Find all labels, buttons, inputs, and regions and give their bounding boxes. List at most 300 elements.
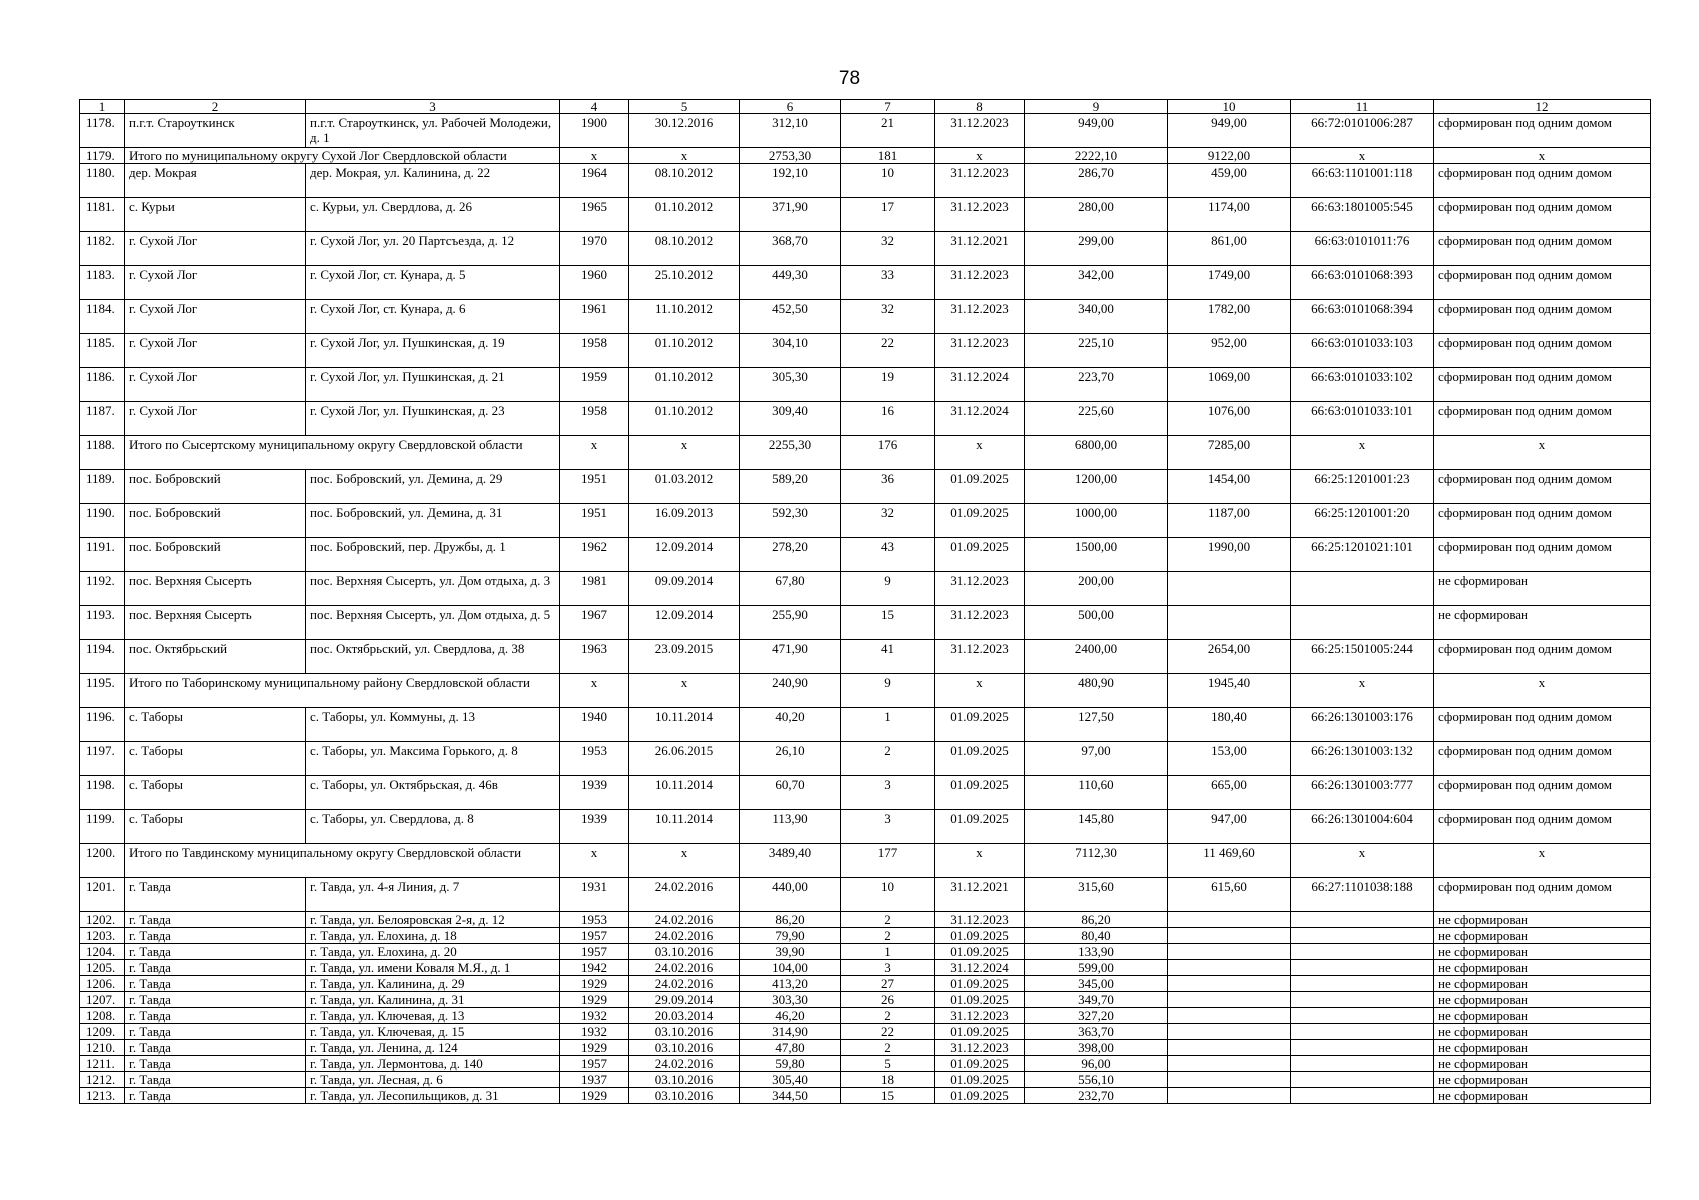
address-cell: дер. Мокрая, ул. Калинина, д. 22 bbox=[306, 164, 560, 198]
area-cell: 452,50 bbox=[740, 300, 841, 334]
land-status-cell: не сформирован bbox=[1434, 1072, 1651, 1088]
table-row bbox=[80, 572, 1651, 606]
area-cell: 309,40 bbox=[740, 402, 841, 436]
cadastral-number-cell bbox=[1291, 912, 1434, 928]
column-9-cell: 949,00 bbox=[1025, 114, 1168, 148]
recognition-date-cell: 24.02.2016 bbox=[629, 1056, 740, 1072]
land-status-cell: сформирован под одним домом bbox=[1434, 538, 1651, 572]
address-cell: г. Тавда, ул. Белояровская 2-я, д. 12 bbox=[306, 912, 560, 928]
land-status-cell: не сформирован bbox=[1434, 1088, 1651, 1104]
column-header: 1 bbox=[80, 100, 125, 114]
address-cell: г. Сухой Лог, ул. Пушкинская, д. 21 bbox=[306, 368, 560, 402]
year-built-cell: 1970 bbox=[560, 232, 629, 266]
row-number-cell: 1200. bbox=[80, 844, 125, 878]
deadline-cell: 01.09.2025 bbox=[935, 1024, 1025, 1040]
address-cell: г. Тавда, ул. Лесная, д. 6 bbox=[306, 1072, 560, 1088]
year-built-cell: 1957 bbox=[560, 928, 629, 944]
cadastral-number-cell: 66:26:1301003:176 bbox=[1291, 708, 1434, 742]
land-status-cell: сформирован под одним домом bbox=[1434, 878, 1651, 912]
land-status-cell: сформирован под одним домом bbox=[1434, 114, 1651, 148]
locality-cell: дер. Мокрая bbox=[125, 164, 306, 198]
locality-cell: г. Тавда bbox=[125, 1008, 306, 1024]
recognition-date-cell: 11.10.2012 bbox=[629, 300, 740, 334]
year-built-cell: 1953 bbox=[560, 912, 629, 928]
row-number-cell: 1181. bbox=[80, 198, 125, 232]
residents-cell: 3 bbox=[841, 776, 935, 810]
column-header: 11 bbox=[1291, 100, 1434, 114]
residents-cell: 1 bbox=[841, 708, 935, 742]
row-number-cell: 1203. bbox=[80, 928, 125, 944]
column-10-cell: 861,00 bbox=[1168, 232, 1291, 266]
column-10-cell: 1069,00 bbox=[1168, 368, 1291, 402]
table-row bbox=[80, 944, 1651, 960]
locality-cell: г. Тавда bbox=[125, 1024, 306, 1040]
column-9-cell: 345,00 bbox=[1025, 976, 1168, 992]
year-built-cell: 1939 bbox=[560, 776, 629, 810]
cadastral-number-cell: 66:26:1301004:604 bbox=[1291, 810, 1434, 844]
land-status-cell: не сформирован bbox=[1434, 606, 1651, 640]
recognition-date-cell: 24.02.2016 bbox=[629, 928, 740, 944]
year-built-cell: 1929 bbox=[560, 1088, 629, 1104]
residents-cell: 19 bbox=[841, 368, 935, 402]
cadastral-number-cell: 66:72:0101006:287 bbox=[1291, 114, 1434, 148]
cadastral-number-cell: x bbox=[1291, 436, 1434, 470]
table-row-total bbox=[80, 436, 1651, 470]
area-cell: 305,40 bbox=[740, 1072, 841, 1088]
address-cell: г. Тавда, ул. Ключевая, д. 15 bbox=[306, 1024, 560, 1040]
year-built-cell: 1951 bbox=[560, 470, 629, 504]
cadastral-number-cell: 66:63:1101001:118 bbox=[1291, 164, 1434, 198]
column-10-cell: 665,00 bbox=[1168, 776, 1291, 810]
year-built-cell: 1929 bbox=[560, 976, 629, 992]
year-built-cell: 1960 bbox=[560, 266, 629, 300]
column-header: 6 bbox=[740, 100, 841, 114]
column-9-cell: 96,00 bbox=[1025, 1056, 1168, 1072]
land-status-cell: не сформирован bbox=[1434, 572, 1651, 606]
address-cell: г. Тавда, ул. Лермонтова, д. 140 bbox=[306, 1056, 560, 1072]
residents-cell: 22 bbox=[841, 334, 935, 368]
address-cell: с. Таборы, ул. Октябрьская, д. 46в bbox=[306, 776, 560, 810]
residents-cell: 10 bbox=[841, 878, 935, 912]
land-status-cell: сформирован под одним домом bbox=[1434, 402, 1651, 436]
area-cell: 40,20 bbox=[740, 708, 841, 742]
recognition-date-cell: x bbox=[629, 436, 740, 470]
address-cell: г. Сухой Лог, ст. Кунара, д. 5 bbox=[306, 266, 560, 300]
year-built-cell: 1939 bbox=[560, 810, 629, 844]
recognition-date-cell: 16.09.2013 bbox=[629, 504, 740, 538]
deadline-cell: 31.12.2024 bbox=[935, 368, 1025, 402]
recognition-date-cell: 03.10.2016 bbox=[629, 1024, 740, 1040]
area-cell: 79,90 bbox=[740, 928, 841, 944]
land-status-cell: не сформирован bbox=[1434, 960, 1651, 976]
cadastral-number-cell: 66:26:1301003:777 bbox=[1291, 776, 1434, 810]
residents-cell: 21 bbox=[841, 114, 935, 148]
address-cell: г. Тавда, ул. Ленина, д. 124 bbox=[306, 1040, 560, 1056]
land-status-cell: не сформирован bbox=[1434, 992, 1651, 1008]
deadline-cell: 01.09.2025 bbox=[935, 742, 1025, 776]
year-built-cell: 1965 bbox=[560, 198, 629, 232]
column-9-cell: 299,00 bbox=[1025, 232, 1168, 266]
column-10-cell: 459,00 bbox=[1168, 164, 1291, 198]
area-cell: 304,10 bbox=[740, 334, 841, 368]
deadline-cell: 31.12.2021 bbox=[935, 232, 1025, 266]
column-10-cell bbox=[1168, 976, 1291, 992]
row-number-cell: 1206. bbox=[80, 976, 125, 992]
deadline-cell: x bbox=[935, 148, 1025, 164]
area-cell: 2753,30 bbox=[740, 148, 841, 164]
locality-cell: г. Сухой Лог bbox=[125, 402, 306, 436]
deadline-cell: 31.12.2024 bbox=[935, 960, 1025, 976]
column-10-cell: 11 469,60 bbox=[1168, 844, 1291, 878]
land-status-cell: сформирован под одним домом bbox=[1434, 334, 1651, 368]
locality-cell: г. Тавда bbox=[125, 878, 306, 912]
table-row bbox=[80, 538, 1651, 572]
address-cell: пос. Верхняя Сысерть, ул. Дом отдыха, д. 3 bbox=[306, 572, 560, 606]
residents-cell: 32 bbox=[841, 232, 935, 266]
table-row bbox=[80, 1088, 1651, 1104]
row-number-cell: 1213. bbox=[80, 1088, 125, 1104]
address-cell: г. Тавда, ул. Елохина, д. 20 bbox=[306, 944, 560, 960]
deadline-cell: 31.12.2023 bbox=[935, 164, 1025, 198]
recognition-date-cell: 24.02.2016 bbox=[629, 960, 740, 976]
cadastral-number-cell bbox=[1291, 976, 1434, 992]
recognition-date-cell: 03.10.2016 bbox=[629, 944, 740, 960]
column-10-cell bbox=[1168, 928, 1291, 944]
column-header: 9 bbox=[1025, 100, 1168, 114]
cadastral-number-cell bbox=[1291, 960, 1434, 976]
area-cell: 2255,30 bbox=[740, 436, 841, 470]
cadastral-number-cell: 66:25:1201001:20 bbox=[1291, 504, 1434, 538]
column-9-cell: 110,60 bbox=[1025, 776, 1168, 810]
cadastral-number-cell: 66:63:0101068:394 bbox=[1291, 300, 1434, 334]
year-built-cell: 1929 bbox=[560, 992, 629, 1008]
year-built-cell: 1951 bbox=[560, 504, 629, 538]
column-9-cell: 340,00 bbox=[1025, 300, 1168, 334]
cadastral-number-cell bbox=[1291, 1072, 1434, 1088]
table-row bbox=[80, 266, 1651, 300]
locality-cell: пос. Верхняя Сысерть bbox=[125, 572, 306, 606]
area-cell: 255,90 bbox=[740, 606, 841, 640]
column-9-cell: 200,00 bbox=[1025, 572, 1168, 606]
deadline-cell: 01.09.2025 bbox=[935, 1056, 1025, 1072]
row-number-cell: 1212. bbox=[80, 1072, 125, 1088]
locality-cell: пос. Октябрьский bbox=[125, 640, 306, 674]
residents-cell: 2 bbox=[841, 1008, 935, 1024]
table-row bbox=[80, 300, 1651, 334]
cadastral-number-cell: 66:25:1201021:101 bbox=[1291, 538, 1434, 572]
land-status-cell: не сформирован bbox=[1434, 1040, 1651, 1056]
column-10-cell: 2654,00 bbox=[1168, 640, 1291, 674]
row-number-cell: 1194. bbox=[80, 640, 125, 674]
locality-cell: с. Таборы bbox=[125, 776, 306, 810]
table-row bbox=[80, 1024, 1651, 1040]
row-number-cell: 1186. bbox=[80, 368, 125, 402]
column-9-cell: 86,20 bbox=[1025, 912, 1168, 928]
cadastral-number-cell: 66:63:0101033:102 bbox=[1291, 368, 1434, 402]
column-9-cell: 280,00 bbox=[1025, 198, 1168, 232]
area-cell: 312,10 bbox=[740, 114, 841, 148]
column-header: 4 bbox=[560, 100, 629, 114]
deadline-cell: x bbox=[935, 436, 1025, 470]
deadline-cell: 31.12.2023 bbox=[935, 114, 1025, 148]
year-built-cell: 1958 bbox=[560, 402, 629, 436]
address-cell: г. Сухой Лог, ст. Кунара, д. 6 bbox=[306, 300, 560, 334]
address-cell: с. Курьи, ул. Свердлова, д. 26 bbox=[306, 198, 560, 232]
cadastral-number-cell bbox=[1291, 606, 1434, 640]
residents-cell: 9 bbox=[841, 674, 935, 708]
residents-cell: 32 bbox=[841, 504, 935, 538]
table-row bbox=[80, 928, 1651, 944]
cadastral-number-cell: 66:63:0101068:393 bbox=[1291, 266, 1434, 300]
cadastral-number-cell: 66:63:0101033:103 bbox=[1291, 334, 1434, 368]
table-row bbox=[80, 164, 1651, 198]
deadline-cell: 01.09.2025 bbox=[935, 776, 1025, 810]
area-cell: 86,20 bbox=[740, 912, 841, 928]
total-label-cell: Итого по Тавдинскому муниципальному округу Свердловской области bbox=[125, 844, 560, 878]
year-built-cell: 1981 bbox=[560, 572, 629, 606]
land-status-cell: не сформирован bbox=[1434, 976, 1651, 992]
recognition-date-cell: 03.10.2016 bbox=[629, 1040, 740, 1056]
row-number-cell: 1199. bbox=[80, 810, 125, 844]
deadline-cell: 31.12.2023 bbox=[935, 572, 1025, 606]
row-number-cell: 1198. bbox=[80, 776, 125, 810]
table-row bbox=[80, 810, 1651, 844]
recognition-date-cell: 29.09.2014 bbox=[629, 992, 740, 1008]
deadline-cell: 31.12.2023 bbox=[935, 1040, 1025, 1056]
area-cell: 305,30 bbox=[740, 368, 841, 402]
column-10-cell: 952,00 bbox=[1168, 334, 1291, 368]
deadline-cell: 01.09.2025 bbox=[935, 976, 1025, 992]
year-built-cell: 1957 bbox=[560, 1056, 629, 1072]
land-status-cell: не сформирован bbox=[1434, 912, 1651, 928]
recognition-date-cell: x bbox=[629, 148, 740, 164]
column-10-cell: 1782,00 bbox=[1168, 300, 1291, 334]
area-cell: 39,90 bbox=[740, 944, 841, 960]
address-cell: пос. Октябрьский, ул. Свердлова, д. 38 bbox=[306, 640, 560, 674]
row-number-cell: 1183. bbox=[80, 266, 125, 300]
table-row-total bbox=[80, 674, 1651, 708]
land-status-cell: не сформирован bbox=[1434, 944, 1651, 960]
table-body bbox=[80, 114, 1651, 1104]
deadline-cell: 31.12.2023 bbox=[935, 912, 1025, 928]
land-status-cell: сформирован под одним домом bbox=[1434, 232, 1651, 266]
recognition-date-cell: 01.03.2012 bbox=[629, 470, 740, 504]
row-number-cell: 1195. bbox=[80, 674, 125, 708]
locality-cell: г. Тавда bbox=[125, 944, 306, 960]
recognition-date-cell: 03.10.2016 bbox=[629, 1072, 740, 1088]
recognition-date-cell: 24.02.2016 bbox=[629, 976, 740, 992]
residents-cell: 3 bbox=[841, 960, 935, 976]
deadline-cell: 31.12.2023 bbox=[935, 300, 1025, 334]
residents-cell: 181 bbox=[841, 148, 935, 164]
cadastral-number-cell: 66:27:1101038:188 bbox=[1291, 878, 1434, 912]
year-built-cell: 1937 bbox=[560, 1072, 629, 1088]
deadline-cell: 01.09.2025 bbox=[935, 1072, 1025, 1088]
recognition-date-cell: 26.06.2015 bbox=[629, 742, 740, 776]
area-cell: 59,80 bbox=[740, 1056, 841, 1072]
row-number-cell: 1193. bbox=[80, 606, 125, 640]
cadastral-number-cell bbox=[1291, 1088, 1434, 1104]
table-row bbox=[80, 470, 1651, 504]
column-9-cell: 133,90 bbox=[1025, 944, 1168, 960]
locality-cell: г. Тавда bbox=[125, 1040, 306, 1056]
deadline-cell: 31.12.2023 bbox=[935, 606, 1025, 640]
residents-cell: 15 bbox=[841, 1088, 935, 1104]
cadastral-number-cell bbox=[1291, 572, 1434, 606]
column-9-cell: 225,10 bbox=[1025, 334, 1168, 368]
address-cell: г. Тавда, ул. Лесопильщиков, д. 31 bbox=[306, 1088, 560, 1104]
row-number-cell: 1190. bbox=[80, 504, 125, 538]
land-status-cell: сформирован под одним домом bbox=[1434, 810, 1651, 844]
cadastral-number-cell: 66:63:1801005:545 bbox=[1291, 198, 1434, 232]
deadline-cell: 01.09.2025 bbox=[935, 1088, 1025, 1104]
locality-cell: г. Сухой Лог bbox=[125, 232, 306, 266]
column-9-cell: 500,00 bbox=[1025, 606, 1168, 640]
year-built-cell: x bbox=[560, 844, 629, 878]
land-status-cell: сформирован под одним домом bbox=[1434, 470, 1651, 504]
deadline-cell: 31.12.2023 bbox=[935, 266, 1025, 300]
table-row bbox=[80, 402, 1651, 436]
row-number-cell: 1178. bbox=[80, 114, 125, 148]
address-cell: пос. Верхняя Сысерть, ул. Дом отдыха, д. 5 bbox=[306, 606, 560, 640]
year-built-cell: 1931 bbox=[560, 878, 629, 912]
recognition-date-cell: 10.11.2014 bbox=[629, 810, 740, 844]
land-status-cell: x bbox=[1434, 436, 1651, 470]
recognition-date-cell: 23.09.2015 bbox=[629, 640, 740, 674]
cadastral-number-cell bbox=[1291, 928, 1434, 944]
recognition-date-cell: 08.10.2012 bbox=[629, 232, 740, 266]
address-cell: г. Тавда, ул. имени Коваля М.Я., д. 1 bbox=[306, 960, 560, 976]
residents-cell: 16 bbox=[841, 402, 935, 436]
column-10-cell bbox=[1168, 1024, 1291, 1040]
deadline-cell: 01.09.2025 bbox=[935, 944, 1025, 960]
column-10-cell: 1749,00 bbox=[1168, 266, 1291, 300]
residents-cell: 2 bbox=[841, 912, 935, 928]
address-cell: г. Тавда, ул. Калинина, д. 31 bbox=[306, 992, 560, 1008]
deadline-cell: 01.09.2025 bbox=[935, 470, 1025, 504]
land-status-cell: не сформирован bbox=[1434, 1024, 1651, 1040]
recognition-date-cell: 01.10.2012 bbox=[629, 402, 740, 436]
address-cell: г. Сухой Лог, ул. Пушкинская, д. 23 bbox=[306, 402, 560, 436]
year-built-cell: 1958 bbox=[560, 334, 629, 368]
residents-cell: 177 bbox=[841, 844, 935, 878]
column-9-cell: 232,70 bbox=[1025, 1088, 1168, 1104]
deadline-cell: 31.12.2024 bbox=[935, 402, 1025, 436]
table-row bbox=[80, 198, 1651, 232]
column-9-cell: 286,70 bbox=[1025, 164, 1168, 198]
total-label-cell: Итого по Таборинскому муниципальному району Свердловской области bbox=[125, 674, 560, 708]
address-cell: г. Тавда, ул. Елохина, д. 18 bbox=[306, 928, 560, 944]
locality-cell: пос. Бобровский bbox=[125, 538, 306, 572]
recognition-date-cell: 25.10.2012 bbox=[629, 266, 740, 300]
row-number-cell: 1189. bbox=[80, 470, 125, 504]
table-row bbox=[80, 992, 1651, 1008]
area-cell: 449,30 bbox=[740, 266, 841, 300]
residents-cell: 2 bbox=[841, 1040, 935, 1056]
column-10-cell: 1990,00 bbox=[1168, 538, 1291, 572]
residents-cell: 17 bbox=[841, 198, 935, 232]
residents-cell: 5 bbox=[841, 1056, 935, 1072]
residents-cell: 27 bbox=[841, 976, 935, 992]
table-row bbox=[80, 742, 1651, 776]
address-cell: пос. Бобровский, ул. Демина, д. 31 bbox=[306, 504, 560, 538]
cadastral-number-cell: 66:63:0101011:76 bbox=[1291, 232, 1434, 266]
year-built-cell: 1967 bbox=[560, 606, 629, 640]
area-cell: 413,20 bbox=[740, 976, 841, 992]
recognition-date-cell: 10.11.2014 bbox=[629, 708, 740, 742]
cadastral-number-cell: x bbox=[1291, 674, 1434, 708]
column-10-cell bbox=[1168, 1072, 1291, 1088]
residents-cell: 1 bbox=[841, 944, 935, 960]
row-number-cell: 1208. bbox=[80, 1008, 125, 1024]
column-9-cell: 223,70 bbox=[1025, 368, 1168, 402]
column-10-cell bbox=[1168, 572, 1291, 606]
land-status-cell: сформирован под одним домом bbox=[1434, 368, 1651, 402]
land-status-cell: сформирован под одним домом bbox=[1434, 300, 1651, 334]
table-row-total bbox=[80, 148, 1651, 164]
land-status-cell: x bbox=[1434, 148, 1651, 164]
locality-cell: с. Таборы bbox=[125, 810, 306, 844]
cadastral-number-cell bbox=[1291, 944, 1434, 960]
column-9-cell: 145,80 bbox=[1025, 810, 1168, 844]
land-status-cell: сформирован под одним домом bbox=[1434, 198, 1651, 232]
row-number-cell: 1204. bbox=[80, 944, 125, 960]
cadastral-number-cell: x bbox=[1291, 148, 1434, 164]
column-9-cell: 398,00 bbox=[1025, 1040, 1168, 1056]
land-status-cell: сформирован под одним домом bbox=[1434, 640, 1651, 674]
column-9-cell: 349,70 bbox=[1025, 992, 1168, 1008]
column-9-cell: 80,40 bbox=[1025, 928, 1168, 944]
cadastral-number-cell bbox=[1291, 1024, 1434, 1040]
year-built-cell: 1942 bbox=[560, 960, 629, 976]
recognition-date-cell: x bbox=[629, 674, 740, 708]
deadline-cell: 01.09.2025 bbox=[935, 708, 1025, 742]
row-number-cell: 1211. bbox=[80, 1056, 125, 1072]
area-cell: 592,30 bbox=[740, 504, 841, 538]
column-10-cell bbox=[1168, 1008, 1291, 1024]
residents-cell: 15 bbox=[841, 606, 935, 640]
cadastral-number-cell: x bbox=[1291, 844, 1434, 878]
total-label-cell: Итого по муниципальному округу Сухой Лог Свердловской области bbox=[125, 148, 560, 164]
recognition-date-cell: 09.09.2014 bbox=[629, 572, 740, 606]
residents-cell: 176 bbox=[841, 436, 935, 470]
row-number-cell: 1182. bbox=[80, 232, 125, 266]
column-9-cell: 97,00 bbox=[1025, 742, 1168, 776]
row-number-cell: 1185. bbox=[80, 334, 125, 368]
address-cell: г. Сухой Лог, ул. Пушкинская, д. 19 bbox=[306, 334, 560, 368]
table-row bbox=[80, 976, 1651, 992]
deadline-cell: 01.09.2025 bbox=[935, 928, 1025, 944]
column-10-cell bbox=[1168, 944, 1291, 960]
residents-cell: 33 bbox=[841, 266, 935, 300]
area-cell: 440,00 bbox=[740, 878, 841, 912]
residents-cell: 18 bbox=[841, 1072, 935, 1088]
locality-cell: г. Тавда bbox=[125, 1056, 306, 1072]
row-number-cell: 1207. bbox=[80, 992, 125, 1008]
land-status-cell: не сформирован bbox=[1434, 928, 1651, 944]
residents-cell: 36 bbox=[841, 470, 935, 504]
residents-cell: 32 bbox=[841, 300, 935, 334]
locality-cell: г. Сухой Лог bbox=[125, 334, 306, 368]
table-row bbox=[80, 334, 1651, 368]
column-header: 3 bbox=[306, 100, 560, 114]
column-10-cell: 9122,00 bbox=[1168, 148, 1291, 164]
table-row bbox=[80, 912, 1651, 928]
column-10-cell bbox=[1168, 992, 1291, 1008]
column-header: 12 bbox=[1434, 100, 1651, 114]
year-built-cell: 1932 bbox=[560, 1024, 629, 1040]
recognition-date-cell: 24.02.2016 bbox=[629, 878, 740, 912]
